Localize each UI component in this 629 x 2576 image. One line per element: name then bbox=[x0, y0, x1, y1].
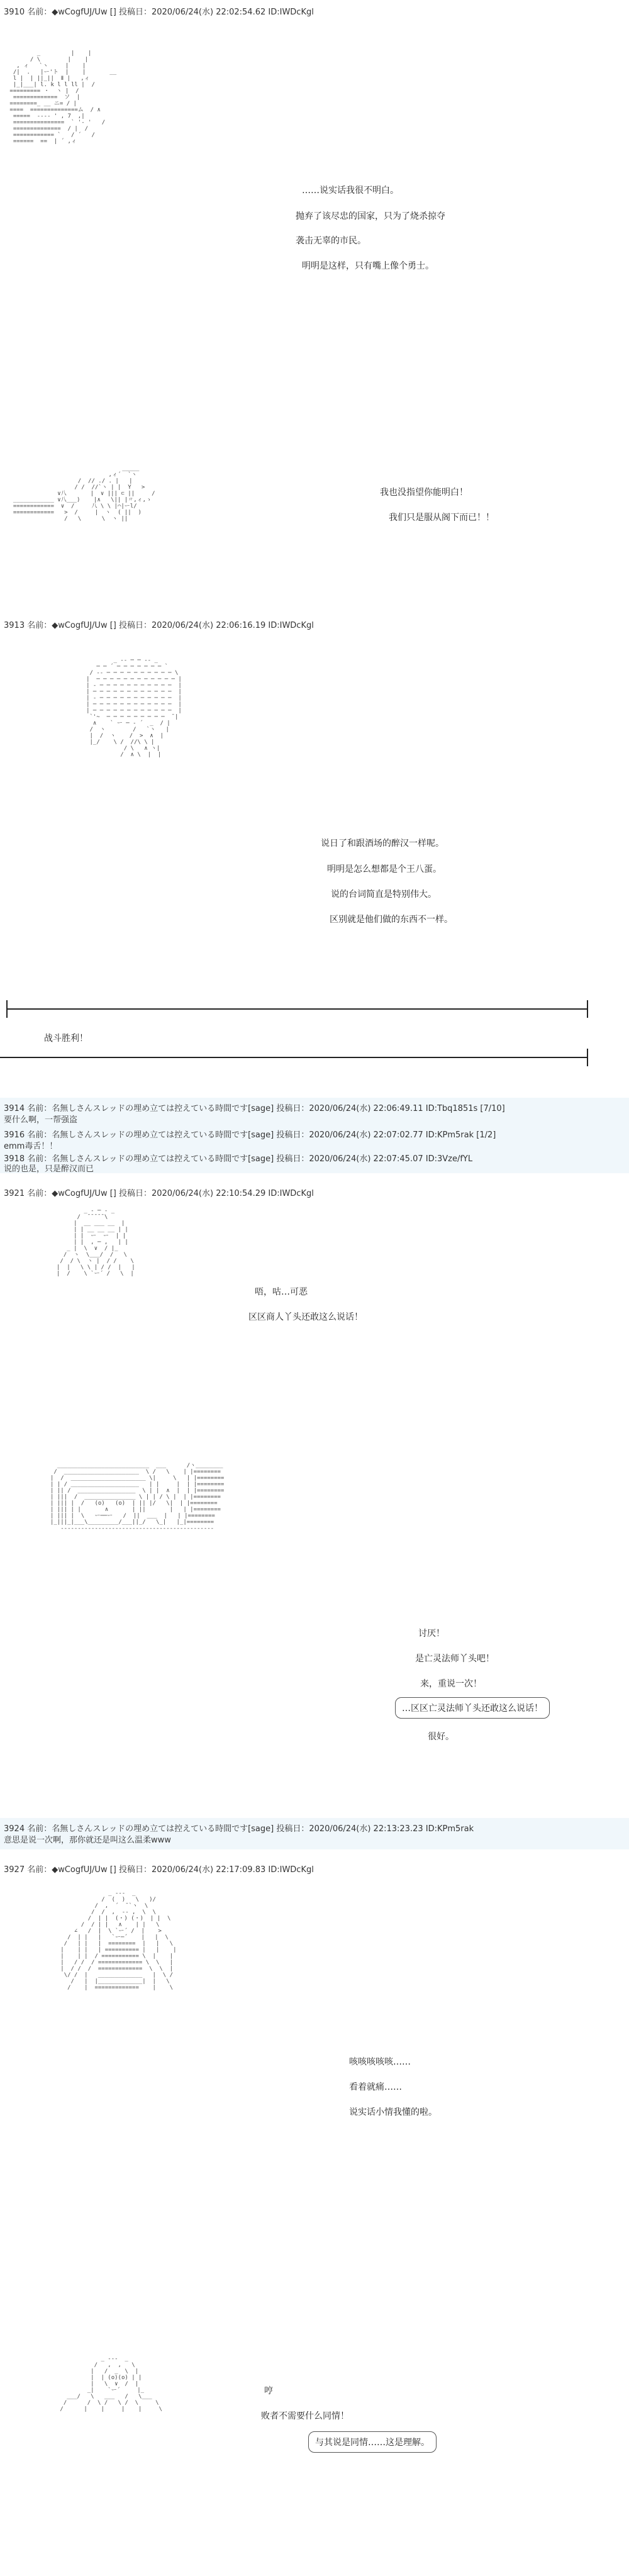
reply-block bbox=[0, 1818, 629, 1849]
dialogue-line: 说的台词简直是特别伟大。 bbox=[331, 889, 437, 900]
dialogue-line: 袭击无辜的市民。 bbox=[296, 236, 366, 246]
post-header: 3921 名前：◆wCogfUJ/Uw [] 投稿日：2020/06/24(水) 22:10:54.29 ID:IWDcKgl bbox=[4, 1189, 314, 1198]
ascii-art-mage: _ -‐- _ / ( ) \ )/ / , ´ ̄ `ヽ \ / / , ‐‐ , \ \ / | | (・) (・) | | \ / / | | ∧ | | \ ∠ / | \ `ー´ / | > / | | | `ー─´ | | \ / | | | ======== | | \ | | | | ========== | | | | | | / =========== \ | | | / / / ============= \ \ | | / / / ============= \ \ | \/ / | _____________ | \ / / | |_____________| | \ / | ============= | \ bbox=[60, 1890, 177, 1991]
divider-tick bbox=[587, 1049, 588, 1066]
reply-text: 说的也是，只是醉汉而已 bbox=[4, 1164, 94, 1174]
post-3921 bbox=[0, 1183, 629, 1821]
dialogue-line: 来，重说一次！ bbox=[420, 1679, 482, 1689]
dialogue-line: 明明是怎么想都是个王八蛋。 bbox=[327, 864, 442, 874]
dialogue-line: 咳咳咳咳咳…… bbox=[349, 2057, 411, 2067]
dialogue-line: 很好。 bbox=[428, 1732, 454, 1742]
reply-block bbox=[0, 1098, 629, 1173]
post-header: 3910 名前：◆wCogfUJ/Uw [] 投稿日：2020/06/24(水) 22:02:54.62 ID:IWDcKgl bbox=[4, 8, 314, 17]
ascii-art-figure: _ -‐- _ / , , \ | / _ \ | | | (o)(o) | | | \ ∨ / | _| `ー´ |_ ___/ \ ___ / \___ / / \ / \ / \ \ / | | | | \ bbox=[60, 2356, 162, 2412]
divider-tick bbox=[6, 1000, 8, 1018]
dialogue-line: 区区商人丫头还敢这么说话！ bbox=[248, 1312, 363, 1322]
divider-line bbox=[0, 1057, 588, 1058]
dialogue-line: 唔，咕…可恶 bbox=[255, 1287, 308, 1297]
reply-text: 要什么啊，一帮强盗 bbox=[4, 1115, 78, 1125]
post-header: 3913 名前：◆wCogfUJ/Uw [] 投稿日：2020/06/24(水) 22:06:16.19 ID:IWDcKgl bbox=[4, 621, 314, 630]
post-3913 bbox=[0, 613, 629, 1098]
ascii-art-lineup: _ -‐ ─ ─ ‐- _ ─ ─ ´ ─ ─ ─ ─ ─ ─ ─ ` / ‐‐ ─ ─ ─ ─ ─ ─ ─ ─ ─ ─ \ | ─ ─ ─ ─ ─ ─ ─ ─ ─ ─ ─ ─ | | ‐ ─ ─ ─ ─ ─ ─ ─ ─ ─ ─ ─ | | ─ ─ ─ ─ ─ ─ ─ ─ ─ ─ ─ ─ | | ‐ ─ ─ ─ ─ ─ ─ ─ ─ ─ ─ ─ | | ─ ─ ─ ─ ─ ─ ─ ─ ─ ─ ─ ─ | | ─ ─ ─ ─ ─ ─ ─ ─ ─ ─ ─ ─ | `'~ ─ ─ ─ ─ ─ ─ ─ ─ ─ ̄ | ∧ ` ー ─ ‐ ´ _ / | / ヽ / `ヽ | | / ヽ / > ∧ | |_/ \ / //\ \ | / \ ∧ ヽ| / ∧ \ | | bbox=[86, 657, 182, 758]
reply-header: 3918 名前：名無しさんスレッドの埋め立ては控えている時間です[sage] 投稿日：2020/06/24(水) 22:07:45.07 ID:3Vze/fYL bbox=[4, 1154, 473, 1164]
victory-text: 战斗胜利！ bbox=[44, 1034, 88, 1044]
dialogue-line: 是亡灵法师丫头吧！ bbox=[415, 1654, 494, 1664]
post-3910 bbox=[0, 0, 629, 604]
post-header: 3927 名前：◆wCogfUJ/Uw [] 投稿日：2020/06/24(水) 22:17:09.83 ID:IWDcKgl bbox=[4, 1865, 314, 1875]
divider-tick bbox=[587, 1000, 588, 1018]
dialogue-line: 抛弃了该尽忠的国家，只为了烧杀掠夺 bbox=[296, 211, 445, 221]
reply-header: 3914 名前：名無しさんスレッドの埋め立ては控えている時間です[sage] 投稿日：2020/06/24(水) 22:06:49.11 ID:Tbq1851s [7/10] bbox=[4, 1104, 505, 1113]
reply-text: 意思是说一次啊，那你就还是叫这么温柔www bbox=[4, 1836, 171, 1845]
reply-header: 3924 名前：名無しさんスレッドの埋め立ては控えている時間です[sage] 投稿日：2020/06/24(水) 22:13:23.23 ID:KPm5rak bbox=[4, 1824, 474, 1834]
dialogue-line: 败者不需要什么同情！ bbox=[261, 2411, 349, 2421]
dialogue-line: 说日了和跟酒场的醉汉一样呢。 bbox=[321, 839, 444, 849]
dialogue-line: 我也没指望你能明白！ bbox=[380, 488, 468, 498]
reply-header: 3916 名前：名無しさんスレッドの埋め立ては控えている時間です[sage] 投稿日：2020/06/24(水) 22:07:02.77 ID:KPm5rak [1/2] bbox=[4, 1130, 496, 1140]
dialogue-line: 区别就是他们做的东西不一样。 bbox=[330, 915, 453, 925]
post-3927 bbox=[0, 1859, 629, 2576]
ascii-art-knight: _ | | / \ | | , ィ `ヽ | | /| . |ー'ト | | __ l | | ||_|| Ⅱ | ,ィ |_|___| l. k l l ll | / ========= ・ ヽ | / ============= ソ | ========_ __ ニ= / | ==== ==============ム / ∧ ===== ---- ' , 7 ,| =============== ` '- ' / ============== / | / ============ ` / ´ / ====== == | ´ ,ィ bbox=[9, 50, 117, 145]
ascii-art-soldiers: _____ ,ィ´ `ヽ / // ./ . | | / / //`ヽ | | Y > ∨八 | ∨ ||| ⊂ || / ____________ ∨八___) |∧ \|| |〃,ィ,ゝ ============ ∨ / 八 \ \ |⌒|ーl/ ============ > / | ヽ ( || ) / \ \ ヽ || bbox=[13, 466, 155, 522]
dialogue-line: 哼 bbox=[264, 2386, 273, 2396]
dialogue-line: ……说实话我很不明白。 bbox=[302, 186, 399, 196]
reply-text: emm毒舌！！ bbox=[4, 1142, 58, 1151]
ascii-art-figure: _ ‐ ─ ‐ _ / ̄ ̄ ̄ ̄ ̄ \ | __ ___ __ | | | __ __ __ | | | | ー ー | | | | , ─ , | | _ | \ ∨ / |_ / ヽ \___/ / \ / / \ ヽ | / / \ | | \ \ | / / | | | / \ `ー´ / \ | bbox=[57, 1208, 135, 1277]
dialogue-line: 明明是这样，只有嘴上像个勇士。 bbox=[302, 261, 434, 271]
speech-bubble: 与其说是同情……这是理解。 bbox=[308, 2431, 437, 2453]
divider-line bbox=[6, 1008, 588, 1010]
ascii-art-crowd: ___________________________ ___ /ヽ________ / ______________________ \ / \ | |======== | / ______________________ \| \ | |======== | | / ____________________ | | | | |======== | || / _________________ \ | | ∧ | | |======== | ||| / _______________ \ | | / \ | | |======== | ||| | / (o) (o) | || |/ \| | |======== | ||| | | ∧ | || | | |======== | ||| | \ ー──ー / || ___ | | |======== |_|||_|___\_________/___||_/ \_| |_|======== ‐‐‐‐‐‐‐‐‐‐‐‐‐‐‐‐‐‐‐‐‐‐‐‐‐‐‐‐‐‐‐‐‐‐‐‐‐‐‐‐‐‐‐‐‐ bbox=[50, 1463, 225, 1532]
dialogue-line: 讨厌！ bbox=[418, 1629, 445, 1639]
dialogue-line: 看着就痛…… bbox=[349, 2082, 402, 2092]
dialogue-line: 我们只是服从阁下而已！！ bbox=[389, 513, 494, 523]
dialogue-line: 说实话小情我懂的啦。 bbox=[349, 2107, 437, 2117]
speech-bubble: …区区亡灵法师丫头还敢这么说话！ bbox=[395, 1697, 550, 1719]
